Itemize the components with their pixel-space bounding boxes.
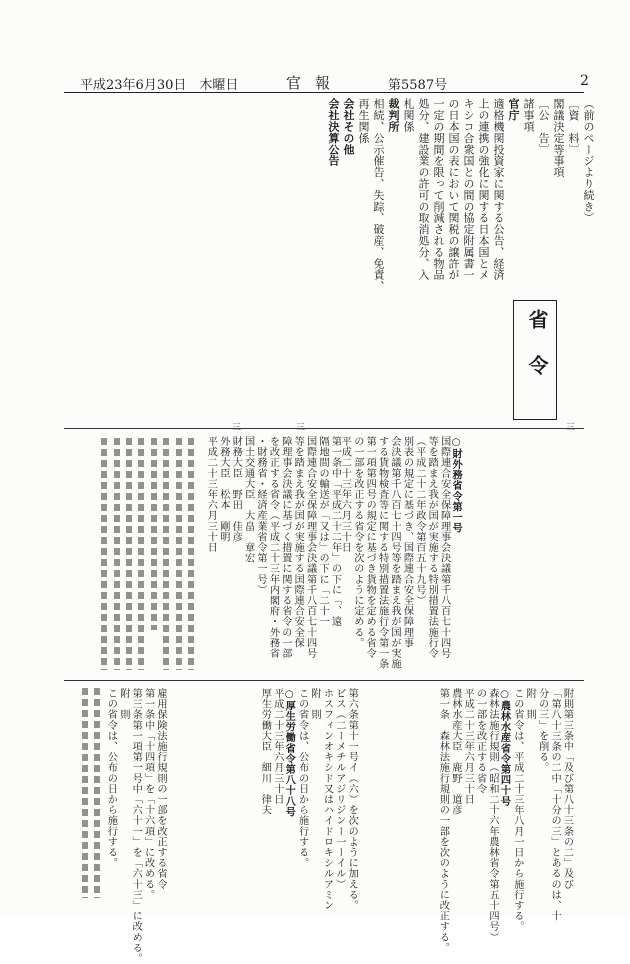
upper-right-block-line: 会決議第千八百七十四号等を踏まえ我が国が実施 xyxy=(389,436,401,670)
upper-left-block-line: 隔地間の輸送が「又は」の下に「二十一 xyxy=(317,436,329,627)
page-header xyxy=(0,64,630,93)
upper-left-block-line: を改正する省令（平成二十三年内閣府・外務省 xyxy=(267,436,279,659)
upper-left-block-line: 第一条中「平成二十二年」の下に「、遠 xyxy=(329,436,341,627)
lower-right-block-line: 「第八十三条の二中「十分の三」とあるのは、十 xyxy=(549,688,561,922)
lower-right-block-line: ○農林水産省令第四十号 xyxy=(498,688,511,807)
text-stripe xyxy=(138,438,144,670)
toc-line: 会社決算公告 xyxy=(327,98,340,167)
lower-right-block-line: 平成二十三年六月三十日 xyxy=(462,688,474,805)
lower-left-block-line: 雇用保険法施行規則の一部を改正する省令 xyxy=(155,688,167,890)
lower-middle-block-line: 厚生労働大臣 細川 律夫 xyxy=(259,688,271,816)
column-rule xyxy=(64,428,584,429)
ordinance-lower-left xyxy=(104,688,167,964)
ordinance-upper-left xyxy=(204,436,340,672)
lower-middle-block-line: ○厚生労働省令第八十八号 xyxy=(283,688,296,817)
lower-left-block-line: この省令は、公布の日から施行する。 xyxy=(105,688,117,869)
toc-line: 処分、建設業の許可の取消処分、入 xyxy=(417,98,430,281)
text-stripe xyxy=(126,438,132,670)
toc-line: （前のページより続き） xyxy=(582,98,595,224)
column-rule-lower xyxy=(64,680,584,681)
issue-date: 平成23年6月30日 木曜日 xyxy=(80,78,239,93)
upper-right-block-line: する貨物検査等に関する特別措置法施行令第一条 xyxy=(376,436,388,670)
lower-right-block-line: の一部を改正する省令 xyxy=(474,688,486,794)
lower-left-block-line: 附 則 xyxy=(117,688,129,720)
text-stripe xyxy=(176,438,182,670)
toc-line: 官庁 xyxy=(507,98,520,121)
upper-left-block-line: 国土交通大臣 大畠 章宏 xyxy=(242,436,254,564)
ordinance-upper-right xyxy=(338,436,462,672)
section-title: 省令 xyxy=(525,309,549,401)
toc-line: の日本国の表において関税の譲許が xyxy=(447,98,460,281)
toc-line: 〔公 告〕 xyxy=(537,98,550,155)
upper-left-block-line: 平成二十三年六月三十日 xyxy=(205,436,217,553)
text-stripe xyxy=(94,688,100,898)
text-stripe xyxy=(82,688,88,898)
upper-right-block-line: （平成二十二年政令第百五十九号） xyxy=(413,436,425,606)
body-text-region-lower xyxy=(76,688,102,898)
upper-right-block-line: ○財外務省令第一号 xyxy=(450,436,463,534)
toc-line: 一定の期間を限って削減される物品 xyxy=(432,98,445,281)
rule-mark-1: 三 xyxy=(232,423,242,433)
ordinance-lower-right xyxy=(436,688,573,953)
upper-left-block-line: ・財務省・経済産業省令第一号） xyxy=(255,436,267,595)
text-stripe xyxy=(163,438,169,670)
text-stripe xyxy=(114,438,120,670)
lower-right-block-line: 森林法施行規則（昭和二十六年農林省令第五十四号） xyxy=(487,688,499,943)
upper-right-block-line: 第一項第四号の規定に基づき貨物を定める省令 xyxy=(364,436,376,659)
publication-title: 官報 xyxy=(286,74,345,92)
ordinance-lower-middle xyxy=(258,688,358,911)
toc-line: 会社その他 xyxy=(342,98,355,155)
upper-right-block-line: 平成二十三年六月三十日 xyxy=(339,436,351,553)
lower-middle-block-line: この省令は、公布の日から施行する。 xyxy=(296,688,308,869)
lower-middle-block-line: 第六条第十一号イ（六）を次のように加える。 xyxy=(346,688,358,911)
text-stripe xyxy=(101,438,107,670)
upper-right-block-line: 国際連合安全保障理事会決議第千八百七十四号 xyxy=(438,436,450,659)
issue-number: 第5587号 xyxy=(388,78,448,93)
toc-line: 上の連携の強化に関する日本国とメ xyxy=(477,98,490,281)
toc-line: 〔資 料〕 xyxy=(567,98,580,155)
lower-middle-block-line: ホスフィンオキシド又はハイドロキシルアミン xyxy=(321,688,333,911)
text-stripe xyxy=(151,438,157,630)
upper-right-block-line: 別表の規定に基づき、国際連合安全保障理事 xyxy=(401,436,413,648)
rule-mark-2: 三 xyxy=(296,423,306,433)
upper-left-block-line: 財務大臣 野田 佳彦 xyxy=(230,436,242,542)
lower-middle-block-line: 平成二十三年六月三十日 xyxy=(271,688,283,805)
lower-right-block-line: 附 則 xyxy=(524,688,536,720)
lower-right-block-line: 農林水産大臣 鹿野 道彦 xyxy=(449,688,461,816)
toc-line: 閣議決定等事項 xyxy=(552,98,565,178)
header-rule xyxy=(64,92,584,93)
upper-left-block-line: 障理事会決議に基づく措置に関する省令の一部 xyxy=(279,436,291,659)
section-title-box xyxy=(513,300,557,420)
lower-right-block-line: 附則第三条中「及び第八十三条の二」及び xyxy=(561,688,573,890)
lower-middle-block-line: ビス（二ーメチルアジリジンー一ーイル） xyxy=(333,688,345,890)
lower-right-block-line: 第一条 森林法施行規則の一部を次のように改正する。 xyxy=(437,688,449,953)
upper-right-block-line: 等を踏まえ我が国が実施する特別措置法施行令 xyxy=(426,436,438,659)
toc-line: 裁判所 xyxy=(387,98,400,133)
text-stripe xyxy=(188,438,194,670)
lower-middle-block-line: 附 則 xyxy=(309,688,321,720)
lower-left-block-line: 第三条第一項第一号中「六十一」を「六十三」に改める。 xyxy=(130,688,142,964)
toc-line: 再生関係 xyxy=(357,98,370,144)
toc-line: 諸事項 xyxy=(522,98,535,133)
lower-right-block-line: この省令は、平成二十三年八月一日から施行する。 xyxy=(511,688,523,932)
lower-left-block-line: 第一条中「十四項」を「十六項」に改める。 xyxy=(142,688,154,900)
upper-right-block-line: の一部を改正する省令を次のように定める。 xyxy=(351,436,363,648)
upper-left-block-line: 国際連合安全保障理事会決議第千八百七十四号 xyxy=(304,436,316,659)
page-number: 2 xyxy=(580,73,589,89)
lower-right-block-line: 分の三」を削る。 xyxy=(536,688,548,773)
rule-mark-3: 三 xyxy=(566,423,576,433)
toc-line: キシコ合衆国との間の協定附属書一 xyxy=(462,98,475,281)
toc-line: 相続、公示催告、失踪、破産、免責、 xyxy=(372,98,385,292)
upper-left-block-line: 等を踏まえ我が国が実施する国際連合安全保 xyxy=(292,436,304,648)
toc-line: 札関係 xyxy=(402,98,415,133)
upper-left-block-line: 外務大臣 松本 剛明 xyxy=(217,436,229,542)
body-text-region xyxy=(92,438,196,670)
toc-line: 適格機関投資家に関する公告、経済 xyxy=(492,98,505,281)
